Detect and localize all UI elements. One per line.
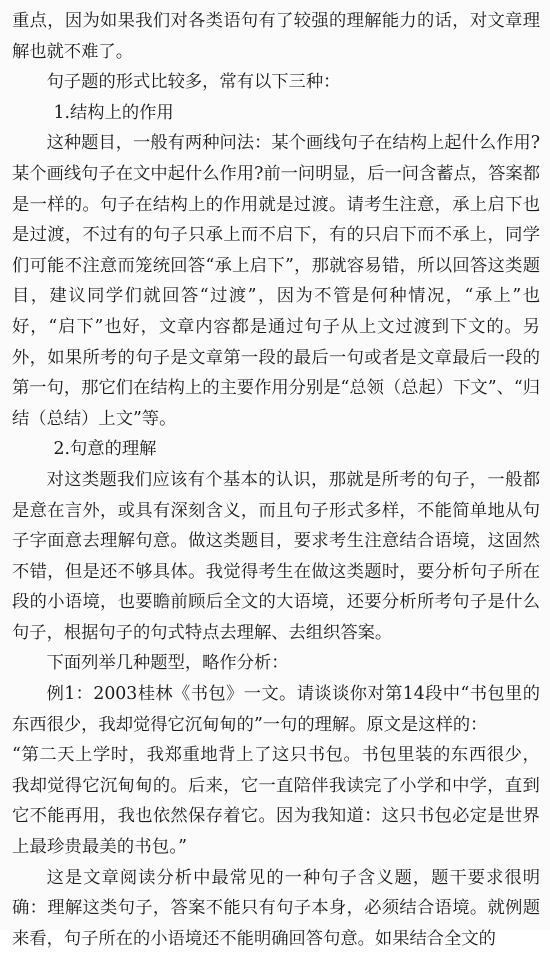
paragraph-intro: 句子题的形式比较多，常有以下三种： (46, 72, 341, 93)
page-text (12, 6, 540, 954)
paragraph-examples-intro: 下面列举几种题型，略作分析： (46, 653, 289, 674)
paragraph-quote: “第二天上学时，我郑重地背上了这只书包。书包里装的东西很少，我却觉得它沉甸甸的。后来，它一直陪伴我读完了小学和中学，直到它不能再用，我也依然保存着它。因为我知道：这只书包必定是世界上最珍贵最美的书包。” (12, 745, 540, 858)
paragraph-example-1: 例1：2003桂林《书包》一文。请谈谈你对第14段中“书包里的东西很少，我却觉得它沉甸甸的”一句的理解。原文是这样的： (12, 684, 540, 735)
paragraph-meaning: 对这类题我们应该有个基本的认识，那就是所考的句子，一般都是意在言外，或具有深刻含义，而且句子形式多样，不能简单地从句子字面意去理解句意。做这类题目，要求考生注意结合语境，这固然不错，但是还不够具体。我觉得考生在做这类题时，要分析句子所在段的小语境，也要瞻前顾后全文的大语境，还要分析所考句子是什么句子，根据句子的句式特点去理解、去组织答案。 (12, 469, 540, 643)
paragraph-continuation: 重点，因为如果我们对各类语句有了较强的理解能力的话，对文章理解也就不难了。 (12, 11, 540, 62)
paragraph-analysis: 这是文章阅读分析中最常见的一种句子含义题，题干要求很明确：理解这类句子，答案不能只有句子本身，必须结合语境。就例题来看，句子所在的小语境还不能明确回答句意。如果结合全文的 (12, 867, 540, 949)
paragraph-structure: 这种题目，一般有两种问法：某个画线句子在结构上起什么作用?某个画线句子在文中起什么作用?前一问明显，后一问含蓄点，答案都是一样的。句子在结构上的作用就是过渡。请考生注意，承上启下也是过渡，不过有的句子只承上而不启下，有的只启下而不承上，同学们可能不注意而笼统回答“承上启下”，那就容易错，所以回答这类题目，建议同学们就回答“过渡”，因为不管是何种情况，“承上”也好，“启下”也好，文章内容都是通过句子从上文过渡到下文的。另外，如果所考的句子是文章第一段的最后一句或者是文章最后一段的第一句，那它们在结构上的主要作用分别是“总领（总起）下文”、“归结（总结）上文”等。 (12, 133, 540, 429)
section-heading-meaning: 2.句意的理解 (53, 439, 157, 460)
section-heading-structure: 1.结构上的作用 (53, 102, 174, 123)
